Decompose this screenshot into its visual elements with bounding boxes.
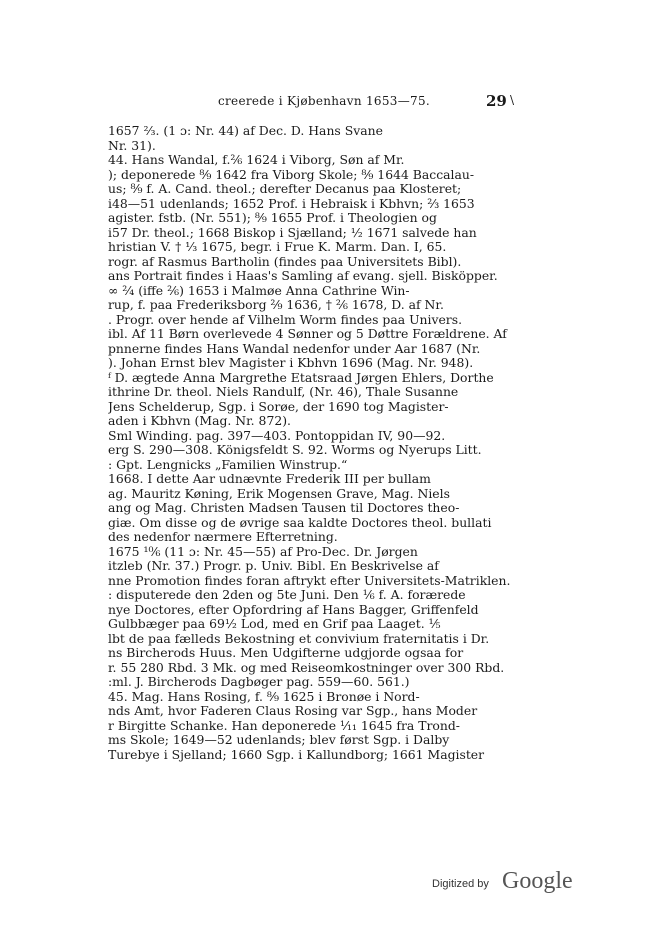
text-line: aden i Kbhvn (Mag. Nr. 872).	[108, 414, 291, 428]
text-line: ∞ ²⁄₄ (iffe ²⁄₆) 1653 i Malmøe Anna Cathrine Win-	[108, 283, 410, 298]
running-header	[0, 92, 664, 116]
text-line: 1675 ¹⁰⁄₆ (11 ɔ: Nr. 45—55) af Pro-Dec. Dr. Jørgen	[108, 544, 418, 559]
google-logo: Google	[502, 868, 573, 894]
text-line: ag. Mauritz Køning, Erik Mogensen Grave, Mag. Niels	[108, 486, 450, 501]
text-line: ibl. Af 11 Børn overlevede 4 Sønner og 5 Døttre Forældrene. Af	[108, 327, 507, 341]
text-line: Nr. 31).	[108, 138, 156, 153]
text-line: Gulbbæger paa 69½ Lod, med en Grif paa Laaget. ¹⁄₅	[108, 617, 441, 631]
text-line: : disputerede den 2den og 5te Juni. Den ¹⁄₆ f. A. forærede	[108, 588, 466, 602]
text-line: ithrine Dr. theol. Niels Randulf, (Nr. 46), Thale Susanne	[108, 385, 459, 399]
text-line: r Birgitte Schanke. Han deponerede ¹⁄₁₁ 1645 fra Trond-	[108, 718, 460, 733]
text-line: hristian V. † ⅓ 1675, begr. i Frue K. Marm. Dan. I, 65.	[108, 240, 447, 254]
text-line: 1657 ⅔. (1 ɔ: Nr. 44) af Dec. D. Hans Svane	[108, 124, 383, 138]
text-line: erg S. 290—308. Königsfeldt S. 92. Worms og Nyerups Litt.	[108, 443, 482, 457]
text-line: giæ. Om disse og de øvrige saa kaldte Doctores theol. bullati	[108, 515, 492, 530]
text-line: ans Portrait findes i Haas's Samling af evang. sjell. Bisköpper.	[108, 269, 498, 283]
text-line: agister. fstb. (Nr. 551); ⁸⁄₉ 1655 Prof. i Theologien og	[108, 211, 437, 225]
text-line: Jens Schelderup, Sgp. i Sorøe, der 1690 tog Magister-	[108, 399, 449, 414]
text-line: des nedenfor nærmere Efterretning.	[108, 530, 338, 544]
text-line: 45. Mag. Hans Rosing, f. ⁸⁄₉ 1625 i Bronøe i Nord-	[108, 689, 420, 704]
text-line: Turebye i Sjelland; 1660 Sgp. i Kallundborg; 1661 Magister	[108, 747, 485, 762]
text-line: i48—51 udenlands; 1652 Prof. i Hebraisk i Kbhvn; ²⁄₃ 1653	[108, 196, 475, 211]
page-number: 29	[486, 92, 507, 110]
text-line: 44. Hans Wandal, f.²⁄₆ 1624 i Viborg, Søn af Mr.	[108, 153, 405, 167]
text-line: nye Doctores, efter Opfordring af Hans Bagger, Griffenfeld	[108, 602, 479, 617]
text-line: 1668. I dette Aar udnævnte Frederik III per bullam	[108, 472, 431, 486]
text-line: ns Bircherods Huus. Men Udgifterne udgjorde ogsaa for	[108, 646, 464, 660]
text-line: ang og Mag. Christen Madsen Tausen til Doctores theo-	[108, 501, 460, 515]
text-line: . Progr. over hende af Vilhelm Worm findes paa Univers.	[108, 312, 463, 327]
text-line: nne Promotion findes foran aftrykt efter Universitets-Matriklen.	[108, 573, 511, 588]
text-line: r. 55 280 Rbd. 3 Mk. og med Reiseomkostninger over 300 Rbd.	[108, 660, 505, 675]
text-line: pnnerne findes Hans Wandal nedenfor under Aar 1687 (Nr.	[108, 341, 481, 356]
text-line: ms Skole; 1649—52 udenlands; blev først Sgp. i Dalby	[108, 733, 450, 747]
text-line: rogr. af Rasmus Bartholin (findes paa Universitets Bibl).	[108, 254, 462, 269]
text-line: ). Johan Ernst blev Magister i Kbhvn 1696 (Mag. Nr. 948).	[108, 356, 474, 370]
digitized-by-label: Digitized by	[432, 878, 489, 890]
text-line: ᶠ D. ægtede Anna Margrethe Etatsraad Jørgen Ehlers, Dorthe	[108, 370, 494, 385]
text-line: ); deponerede ⁸⁄₉ 1642 fra Viborg Skole; ⁸⁄₉ 1644 Baccalau-	[108, 167, 475, 182]
text-line: : Gpt. Lengnicks „Familien Winstrup.“	[108, 457, 348, 472]
text-line: :ml. J. Bircherods Dagbøger pag. 559—60. 561.)	[108, 675, 410, 689]
text-line: us; ⁸⁄₉ f. A. Cand. theol.; derefter Decanus paa Klosteret;	[108, 182, 462, 196]
body-text	[108, 124, 572, 762]
header-mark: \	[510, 93, 515, 107]
text-line: i57 Dr. theol.; 1668 Biskop i Sjælland; ½ 1671 salvede han	[108, 225, 477, 240]
text-line: nds Amt, hvor Faderen Claus Rosing var Sgp., hans Moder	[108, 704, 478, 718]
text-line: Sml Winding. pag. 397—403. Pontoppidan IV, 90—92.	[108, 428, 446, 443]
header-title: creerede i Kjøbenhavn 1653—75.	[218, 94, 430, 108]
text-line: itzleb (Nr. 37.) Progr. p. Univ. Bibl. En Beskrivelse af	[108, 559, 439, 573]
text-line: rup, f. paa Frederiksborg ²⁄₉ 1636, † ²⁄₆ 1678, D. af Nr.	[108, 298, 444, 312]
text-line: lbt de paa fælleds Bekostning et convivium fraternitatis i Dr.	[108, 631, 490, 646]
digitized-footer	[432, 868, 612, 898]
